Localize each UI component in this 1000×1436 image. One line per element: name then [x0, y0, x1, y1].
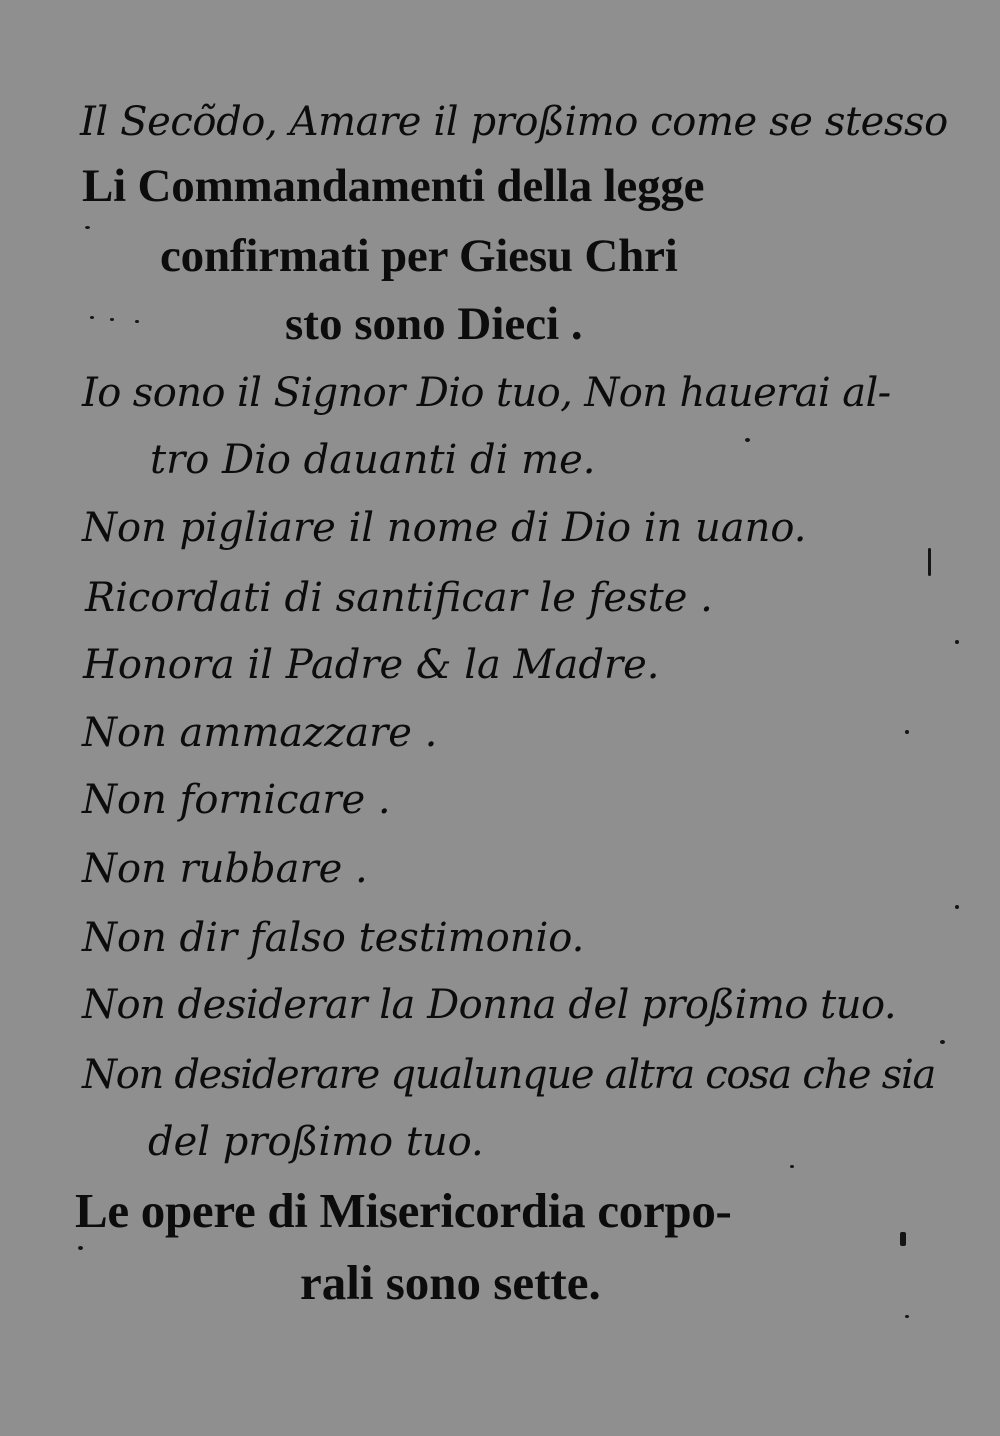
heading-commandments-line-2: confirmati per Giesu Chri: [160, 230, 678, 282]
commandment-6: Non fornicare .: [82, 777, 391, 823]
ink-speck: [928, 548, 931, 576]
commandment-10-continued: del proßimo tuo.: [148, 1119, 484, 1165]
ink-speck: [78, 1246, 83, 1250]
commandment-7: Non rubbare .: [82, 846, 368, 892]
ink-speck: [900, 1232, 906, 1246]
ink-speck: [940, 1040, 945, 1044]
commandment-5: Non ammazzare .: [82, 710, 438, 756]
commandment-1: Io sono il Signor Dio tuo, Non hauerai al-: [82, 370, 891, 416]
commandment-3: Ricordati di santificar le feste .: [85, 575, 713, 621]
ink-speck: [85, 226, 90, 229]
ink-speck: [135, 320, 139, 323]
heading-works-of-mercy-line-2: rali sono sette.: [300, 1255, 601, 1310]
ink-speck: [955, 640, 959, 644]
heading-commandments-line-3: sto sono Dieci .: [285, 298, 583, 350]
ink-speck: [745, 438, 750, 442]
heading-commandments-line-1: Li Commandamenti della legge: [82, 160, 705, 212]
commandment-10: Non desiderare qualunque altra cosa che sia: [82, 1052, 935, 1098]
commandment-4: Honora il Padre & la Madre.: [83, 642, 660, 688]
ink-speck: [905, 730, 909, 734]
commandment-8: Non dir falso testimonio.: [82, 915, 585, 961]
commandment-2: Non pigliare il nome di Dio in uano.: [82, 505, 807, 551]
commandment-9: Non desiderar la Donna del proßimo tuo.: [82, 982, 897, 1028]
ink-speck: [905, 1315, 909, 1318]
ink-speck: [955, 905, 959, 909]
ink-speck: [110, 318, 114, 321]
text-line-second-commandment: Il Secõdo, Amare il proßimo come se stesso: [80, 99, 948, 145]
ink-speck: [790, 1165, 794, 1168]
commandment-1-continued: tro Dio dauanti di me.: [150, 437, 596, 483]
heading-works-of-mercy-line-1: Le opere di Misericordia corpo-: [75, 1183, 732, 1238]
ink-speck: [90, 316, 94, 319]
